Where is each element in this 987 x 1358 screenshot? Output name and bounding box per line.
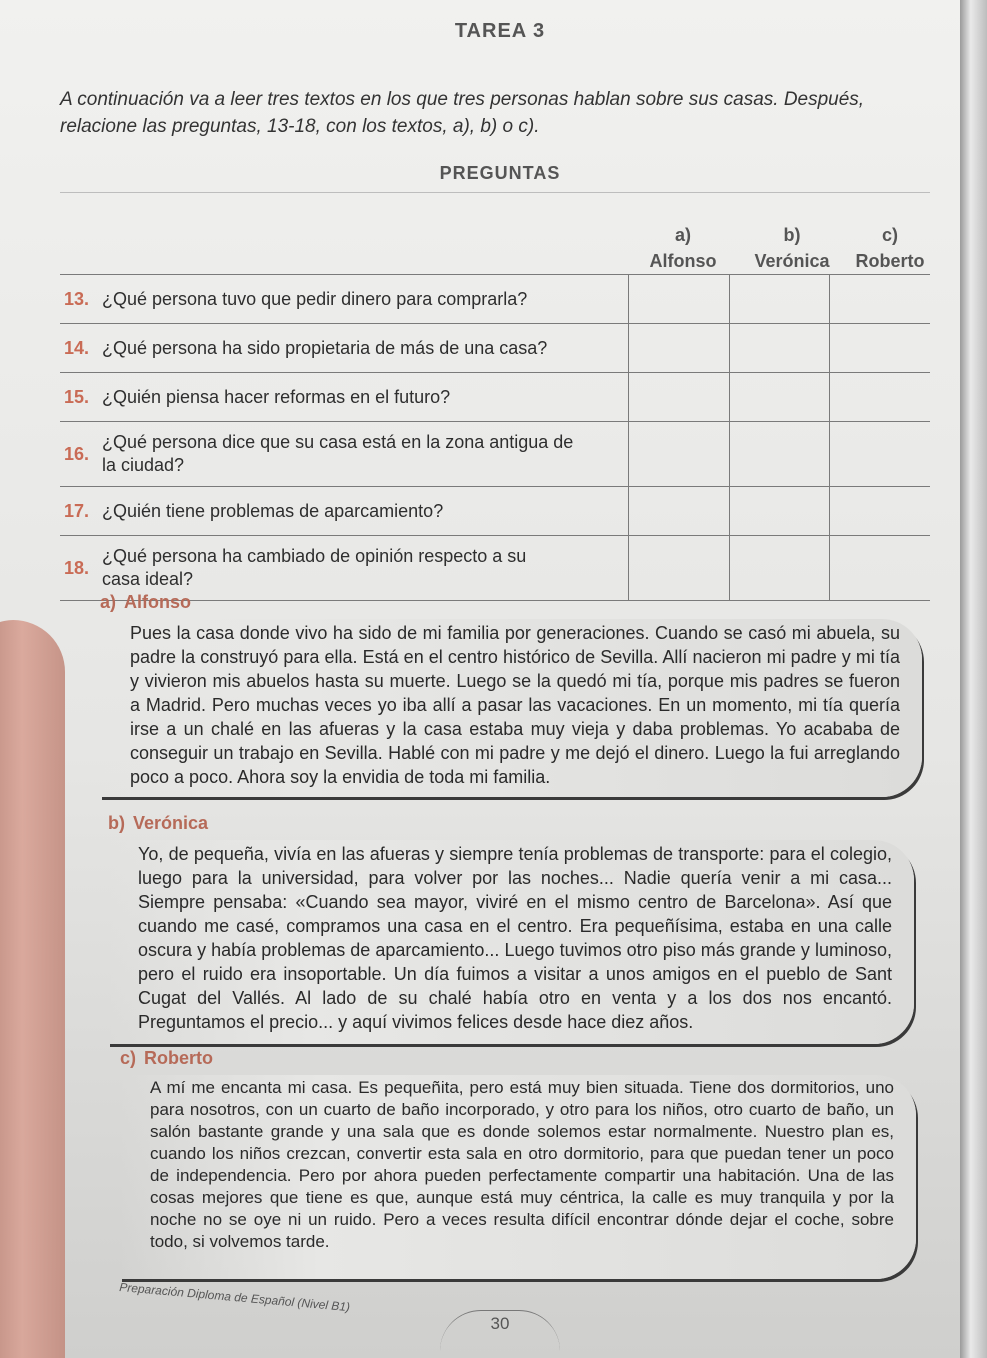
option-header-a [630,222,736,274]
answer-cell-b[interactable] [729,487,830,536]
text-author: Verónica [133,813,209,833]
questions-heading: PREGUNTAS [439,163,561,183]
option-letter: a) [674,225,691,245]
option-header-c [850,222,930,274]
text-body: A mí me encanta mi casa. Es pequeñita, pero está muy bien situada. Tiene dos dormitorios, uno para nosotros, con un cuarto de baño incorporado, y otro para los niños, otro cuarto de baño, un salón bastante grande y una sala que es donde solemos estar normalmente. Nuestro plan es, cuando los niños crezcan, convertir esta sala en otro dormitorio, para que puedan tener un poco de independencia. Pero por ahora pueden perfectamente compartir una habitación. Una de las cosas mejores que tiene es que, aunque está muy céntrica, la calle es muy tranquila y por la noche no se oye ni un ruido. Pero a veces resulta difícil encontrar dónde dejar el coche, sobre todo, si volvemos tarde. [120,1075,916,1279]
answer-cell-c[interactable] [830,422,930,487]
answer-cell-c[interactable] [830,536,930,601]
question-row [60,275,930,324]
text-heading [100,592,922,613]
task-title: TAREA 3 [454,20,546,42]
answer-cell-b[interactable] [729,422,830,487]
divider [60,192,930,193]
answer-cell-a[interactable] [628,422,729,487]
text-author: Alfonso [124,592,192,612]
question-text: ¿Quién piensa hacer reformas en el futuro? [102,386,451,407]
option-letter: b) [783,225,801,245]
question-row [60,422,930,487]
task-instructions: A continuación va a leer tres textos en los que tres personas hablan sobre sus casas. Después, relacione las preguntas, 13-18, con los textos, a), b) o c). [60,89,865,137]
book-title-footer: Preparación Diploma de Español (Nivel B1) [118,1280,351,1315]
answer-cell-b[interactable] [729,324,830,373]
text-body: Pues la casa donde vivo ha sido de mi familia por generaciones. Cuando se casó mi abuela, su padre la construyó para ella. Está en el centro histórico de Sevilla. Allí nacieron mi padre y mi tía y vivieron mis abuelos hasta su muerte. Luego se la quedó mi tía, porque mis padres se fueron a Madrid. Pero muchas veces yo iba allí a pasar las vacaciones. En un momento, mi tía quería irse a un chalé en las afueras y la casa estaba muy vieja y daba problemas. Yo acababa de conseguir un trabajo en Sevilla. Hablé con mi padre y me dejó el dinero. Luego la fui arreglando poco a poco. Ahora soy la envidia de toda mi familia. [100,619,922,797]
text-author: Roberto [144,1048,214,1068]
question-text: ¿Qué persona tuvo que pedir dinero para comprarla? [102,288,528,309]
text-label: b) [108,813,125,833]
answer-cell-a[interactable] [628,536,729,601]
text-heading [108,813,914,834]
answer-cell-c[interactable] [830,324,930,373]
question-number: 16. [64,443,90,464]
question-row [60,536,930,601]
option-letter: c) [881,225,898,245]
answer-cell-b[interactable] [729,536,830,601]
answer-cell-c[interactable] [830,487,930,536]
text-body: Yo, de pequeña, vivía en las afueras y siempre tenía problemas de transporte: para el colegio, luego para la universidad, para volver por las noches... Nadie quería venir a mi casa... Siempre pensaba: «Cuando sea mayor, viviré en el mismo centro de Barcelona». Así que cuando me casé, compramos una casa en el centro. Era pequeñísima, estaba en una calle oscura y había problemas de aparcamiento... Luego tuvimos otro piso más grande y luminoso, pero el ruido era insoportable. Un día fuimos a visitar a unos amigos en el pueblo de Sant Cugat del Vallés. Al lado de su chalé había otro en venta y a los dos nos encantó. Preguntamos el precio... y aquí vivimos felices desde hace diez años. [108,840,914,1044]
answer-cell-a[interactable] [628,373,729,422]
question-number: 15. [64,386,90,407]
question-text: ¿Qué persona dice que su casa está en la zona antigua de la ciudad? [102,432,574,475]
question-number: 17. [64,500,90,521]
answer-cell-c[interactable] [830,275,930,324]
question-number: 14. [64,337,90,358]
text-veronica [108,813,914,1044]
option-name: Verónica [754,251,830,271]
question-text: ¿Qué persona ha cambiado de opinión respecto a su casa ideal? [102,546,527,589]
answer-cell-c[interactable] [830,373,930,422]
answer-cell-a[interactable] [628,275,729,324]
question-row [60,487,930,536]
text-heading [120,1048,916,1069]
text-roberto [120,1048,916,1279]
thumb-image [0,620,65,1358]
answer-cell-b[interactable] [729,373,830,422]
text-alfonso [100,592,922,797]
question-number: 13. [64,288,90,309]
answer-cell-a[interactable] [628,324,729,373]
question-text: ¿Qué persona ha sido propietaria de más de una casa? [102,337,548,358]
question-row [60,324,930,373]
questions-table [60,274,930,601]
page-number: 30 [490,1314,510,1333]
page-edge [960,0,987,1358]
answer-cell-b[interactable] [729,275,830,324]
text-label: c) [120,1048,137,1068]
question-text: ¿Quién tiene problemas de aparcamiento? [102,500,444,521]
option-header-b [740,222,844,274]
option-name: Alfonso [649,251,717,271]
answer-cell-a[interactable] [628,487,729,536]
text-label: a) [100,592,117,612]
question-number: 18. [64,557,90,578]
question-row [60,373,930,422]
option-name: Roberto [855,251,925,271]
